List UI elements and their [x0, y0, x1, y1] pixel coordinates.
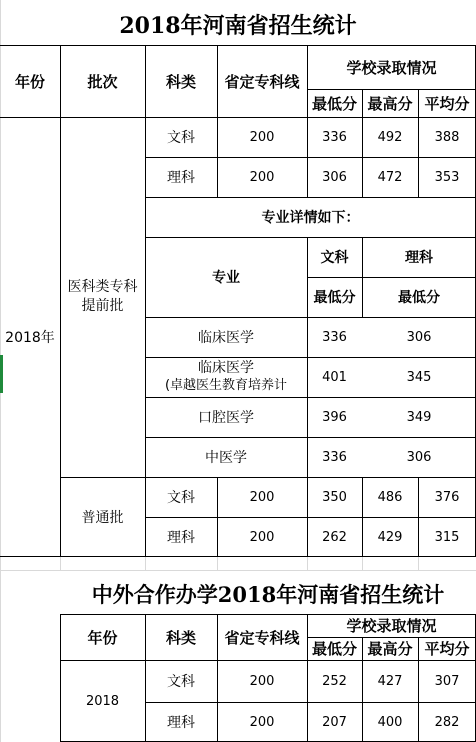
batch1-name-line1: 医科类专科 [67, 279, 138, 295]
batch2-cell: 普通批 [81, 510, 124, 526]
li-min-header: 最低分 [398, 290, 440, 306]
major-li-min: 345 [406, 369, 432, 385]
year-cell: 2018 [85, 693, 120, 709]
max-score-header: 最高分 [367, 640, 413, 658]
line-header: 省定专科线 [224, 72, 300, 91]
table-row-subject: 文科 [167, 674, 195, 690]
wen-min-header: 最低分 [313, 290, 356, 306]
table-row-subject: 理科 [167, 715, 195, 731]
subject-header: 科类 [165, 628, 196, 647]
major-name-line1: 临床医学 [198, 360, 254, 376]
table-row-avg: 315 [434, 529, 460, 545]
table-row-max: 486 [377, 489, 403, 505]
avg-score-header: 平均分 [424, 94, 470, 113]
border [217, 45, 218, 117]
border [60, 614, 61, 742]
table-row-subject: 文科 [167, 130, 195, 146]
year-header: 年份 [87, 628, 118, 647]
table-row-line: 200 [249, 169, 275, 185]
table-row-line: 200 [249, 673, 275, 689]
major-wen-min: 336 [322, 449, 347, 465]
border [145, 702, 476, 703]
table-row-min: 262 [322, 529, 347, 545]
border [418, 89, 419, 197]
table-row-line: 200 [249, 489, 275, 505]
min-score-header: 最低分 [311, 640, 357, 658]
major-li-min: 306 [406, 449, 432, 465]
table-row-min: 306 [322, 169, 347, 185]
border [307, 637, 476, 638]
major-li-min: 349 [406, 409, 432, 425]
border [418, 477, 419, 557]
major-detail-title: 专业详情如下： [261, 210, 360, 226]
major-wen-min: 336 [322, 329, 347, 345]
major-name-line2: (卓越医生教育培养计 [164, 378, 288, 393]
table-row-max: 492 [377, 129, 403, 145]
subject-header: 科类 [165, 72, 196, 91]
border [145, 397, 476, 398]
border [307, 237, 308, 557]
year-cell: 2018年 [5, 330, 55, 346]
table-row-subject: 文科 [167, 490, 195, 506]
table-row-line: 200 [249, 129, 275, 145]
major-name: 口腔医学 [198, 410, 254, 426]
table-row-avg: 376 [434, 489, 460, 505]
border [0, 556, 476, 557]
table-row-line: 200 [249, 529, 275, 545]
border [60, 660, 476, 661]
major-wen-min: 401 [322, 369, 347, 385]
border [60, 614, 476, 615]
border [217, 614, 218, 742]
border [307, 614, 308, 742]
border [362, 89, 363, 197]
border [145, 614, 146, 742]
border [60, 45, 61, 557]
admission-header: 学校录取情况 [346, 58, 437, 77]
table-row-max: 429 [377, 529, 403, 545]
border [145, 437, 476, 438]
border [217, 117, 218, 197]
table-row-line: 200 [249, 714, 275, 730]
batch1-name-line2: 提前批 [81, 298, 124, 314]
table-row-min: 252 [322, 673, 347, 689]
major-header: 专业 [212, 270, 240, 286]
border [362, 637, 363, 742]
border [145, 197, 476, 198]
border [307, 277, 476, 278]
min-score-header: 最低分 [311, 94, 357, 113]
border [145, 157, 476, 158]
batch-header: 批次 [87, 72, 118, 91]
table2-title: 中外合作办学2018年河南省招生统计 [91, 582, 445, 607]
major-name [145, 357, 307, 397]
avg-score-header: 平均分 [424, 640, 470, 658]
batch1-cell [60, 117, 145, 477]
border [217, 477, 218, 557]
border [0, 45, 476, 46]
border [362, 477, 363, 557]
line-header: 省定专科线 [224, 628, 300, 647]
table-row-subject: 理科 [167, 170, 195, 186]
border [0, 117, 476, 118]
border [145, 45, 146, 557]
table-row-avg: 353 [434, 169, 460, 185]
border [145, 517, 476, 518]
table-row-subject: 理科 [167, 530, 195, 546]
major-name: 临床医学 [198, 330, 254, 346]
table-row-avg: 282 [434, 714, 460, 730]
table-row-max: 427 [377, 673, 403, 689]
table-row-min: 207 [322, 714, 347, 730]
admission-header: 学校录取情况 [346, 617, 437, 635]
wen-header: 文科 [320, 250, 349, 266]
border [60, 477, 476, 478]
table-row-max: 400 [377, 714, 403, 730]
table1-title: 2018年河南省招生统计 [119, 12, 357, 39]
li-header: 理科 [405, 250, 433, 266]
border [418, 637, 419, 742]
table-row-min: 336 [322, 129, 347, 145]
table-row-avg: 388 [434, 129, 460, 145]
border [145, 357, 476, 358]
border [307, 89, 476, 90]
table-row-max: 472 [377, 169, 403, 185]
border [145, 237, 476, 238]
major-li-min: 306 [406, 329, 432, 345]
table-row-min: 350 [322, 489, 347, 505]
border [145, 317, 476, 318]
table-row-avg: 307 [434, 673, 460, 689]
major-name: 中医学 [205, 450, 247, 466]
major-wen-min: 396 [322, 409, 347, 425]
border [307, 45, 308, 197]
border [362, 237, 363, 317]
max-score-header: 最高分 [367, 94, 413, 113]
year-header: 年份 [14, 72, 45, 91]
